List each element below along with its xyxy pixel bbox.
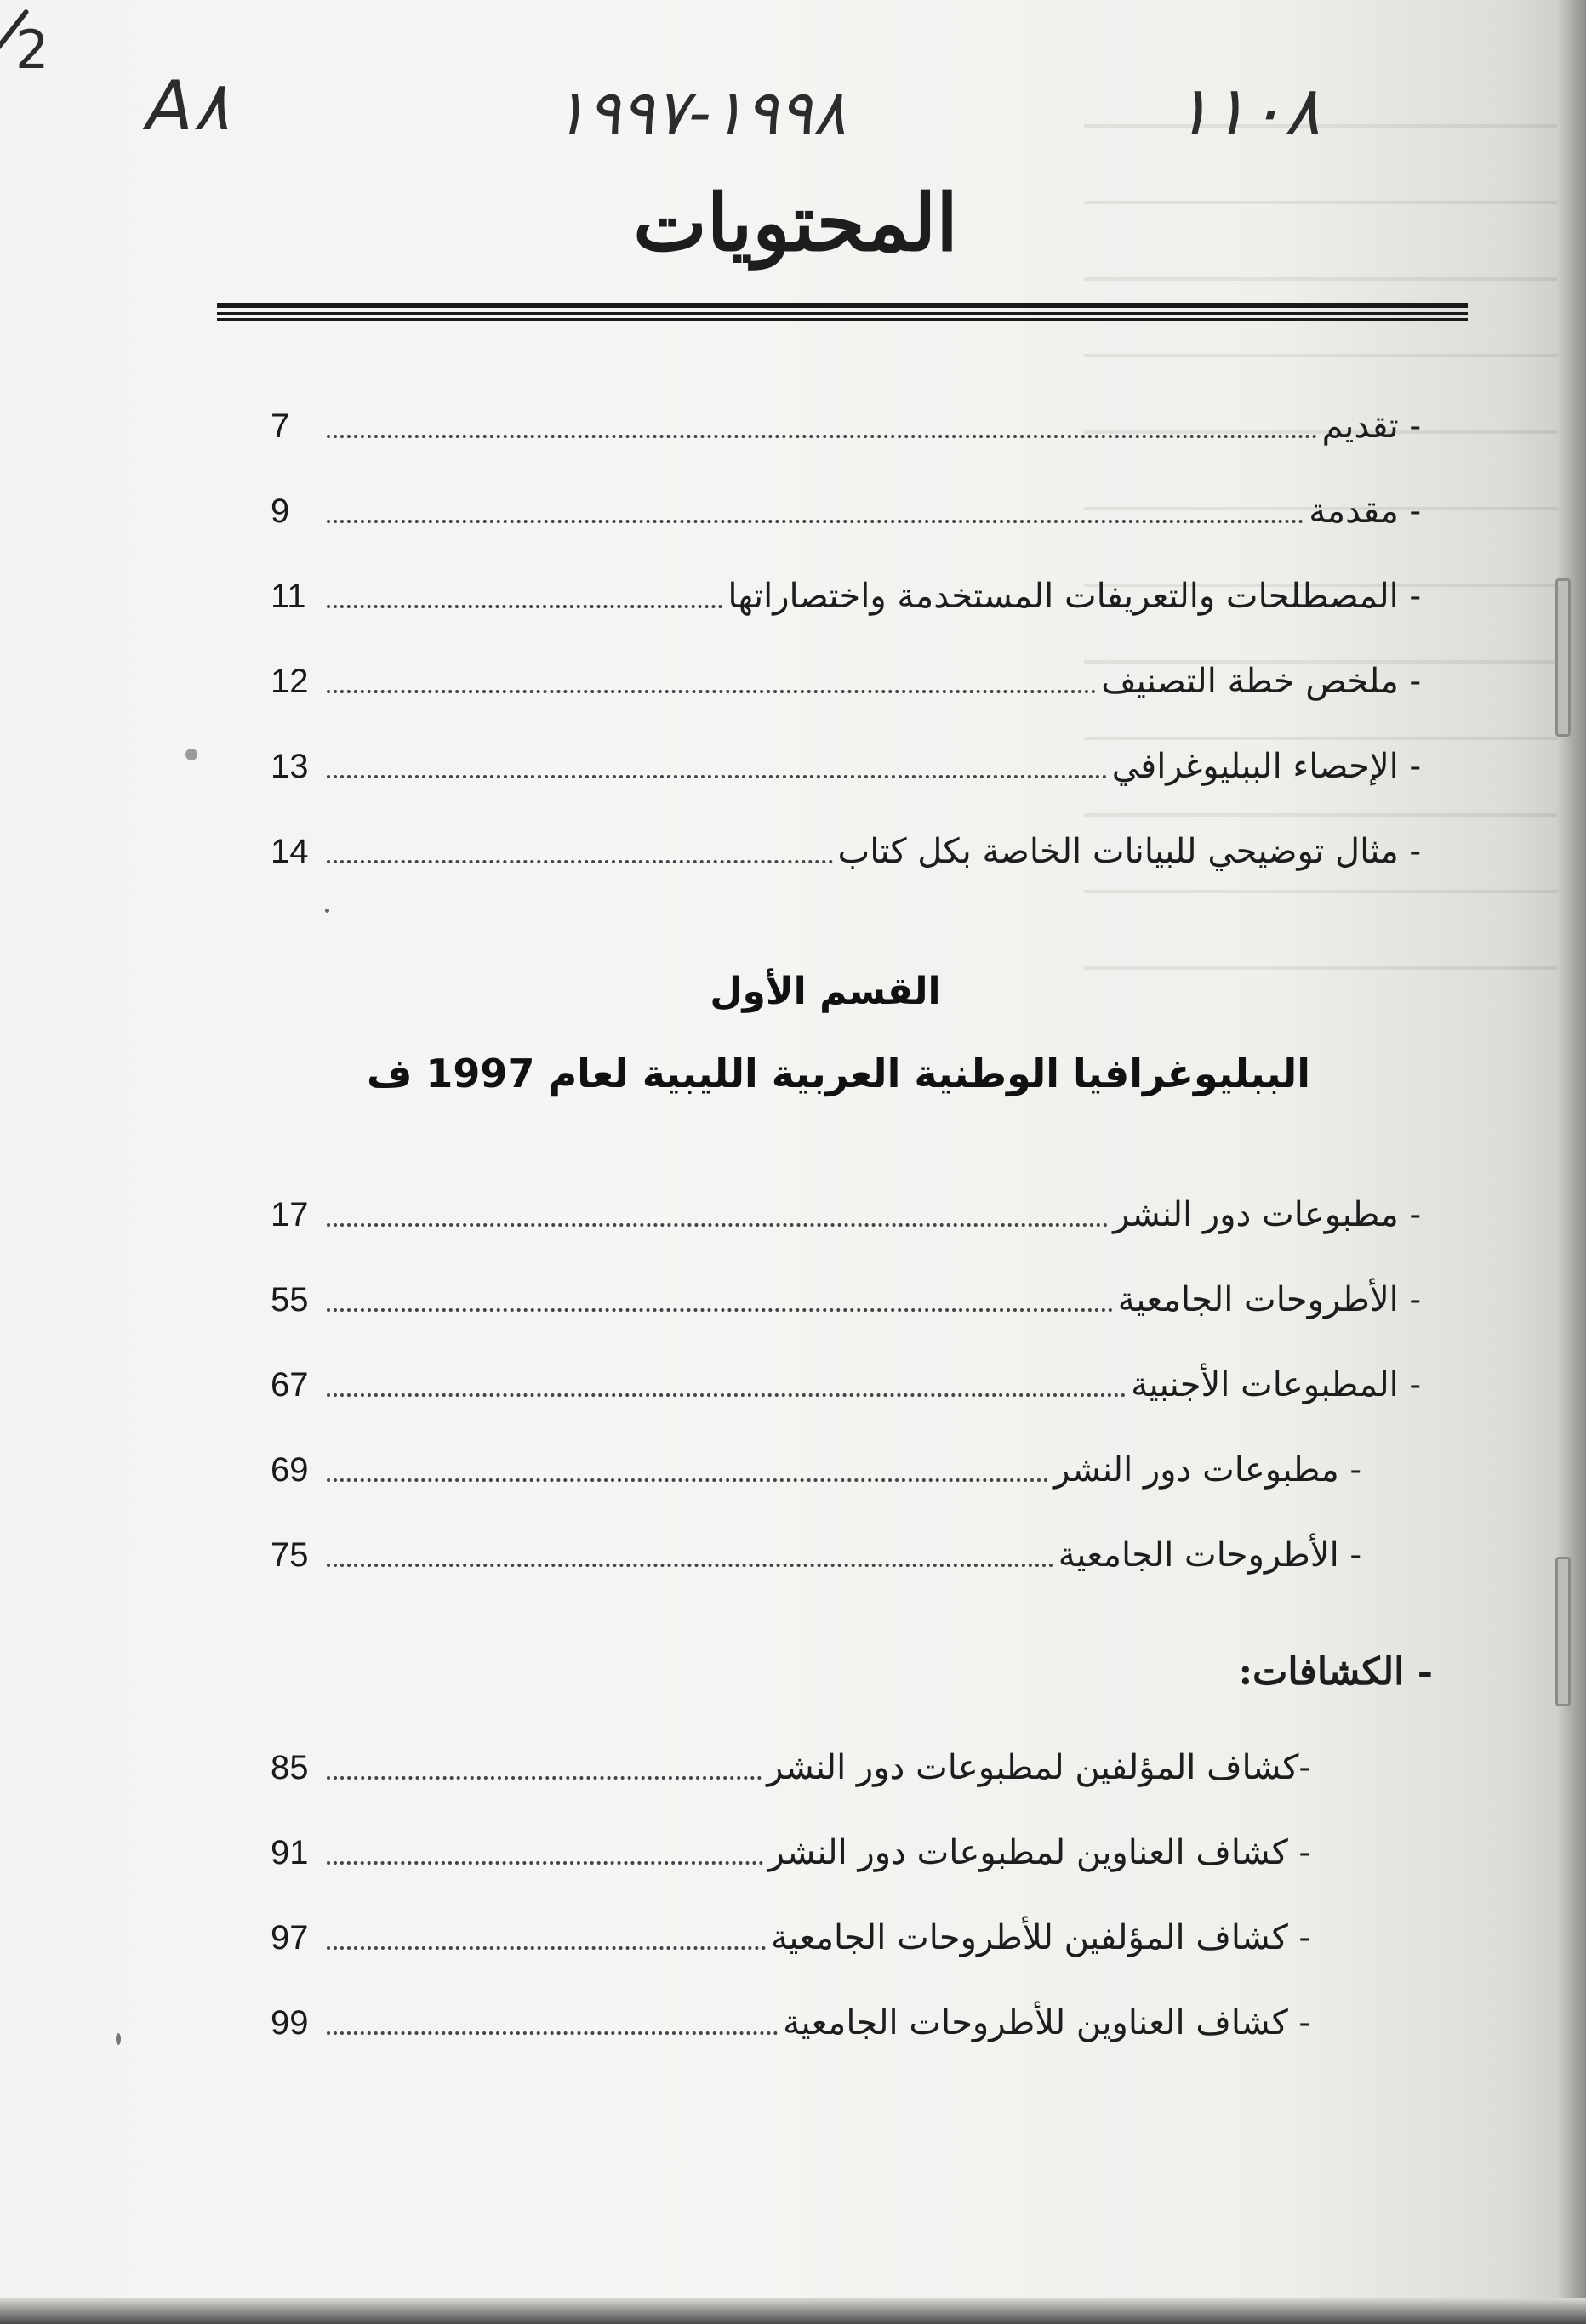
toc-subentry[interactable]	[271, 1995, 1310, 2046]
section-title: الببليوغرافيا الوطنية العربية الليبية لعام 1997 ف	[366, 1051, 1310, 1096]
toc-entry[interactable]	[271, 1272, 1421, 1323]
toc-entry[interactable]	[271, 1357, 1421, 1408]
toc-entry-label: - الأطروحات الجامعية	[1117, 1280, 1421, 1319]
toc-page-number: 12	[271, 663, 309, 700]
page-bottom-edge	[0, 2298, 1586, 2324]
toc-entry-label: - كشاف المؤلفين للأطروحات الجامعية	[770, 1918, 1310, 1957]
dot-leader	[327, 520, 1304, 523]
toc-entry[interactable]	[271, 568, 1421, 619]
toc-entry[interactable]	[271, 738, 1421, 789]
dot-leader	[327, 775, 1107, 778]
toc-entry-label: - ملخص خطة التصنيف	[1101, 662, 1421, 701]
section-label: القسم الأول	[710, 970, 941, 1013]
toc-page-number: 91	[271, 1834, 309, 1871]
toc-entry[interactable]	[271, 483, 1421, 534]
toc-page-number: 55	[271, 1281, 309, 1319]
toc-subentry[interactable]	[271, 1527, 1361, 1578]
toc-page-number: 75	[271, 1536, 309, 1574]
toc-entry-label: - الإحصاء الببليوغرافي	[1111, 747, 1421, 786]
dot-leader	[327, 1308, 1113, 1312]
indices-heading: - الكشافات:	[1238, 1650, 1433, 1694]
dot-leader	[327, 1223, 1108, 1227]
toc-entry-label: - الأطروحات الجامعية	[1058, 1535, 1361, 1575]
title-rule-thick	[217, 303, 1468, 308]
toc-subentry[interactable]	[271, 1910, 1310, 1961]
handwritten-number: ١١٠٨	[1174, 71, 1321, 151]
toc-entry-label: - مثال توضيحي للبيانات الخاصة بكل كتاب	[837, 832, 1421, 871]
toc-entry-label: - كشاف العناوين لمطبوعات دور النشر	[767, 1833, 1310, 1872]
toc-subentry[interactable]	[271, 1825, 1310, 1876]
handwritten-years: ١٩٩٨-١٩٩٧	[553, 77, 847, 150]
dot-leader	[327, 690, 1096, 693]
toc-entry[interactable]	[271, 398, 1421, 449]
title-rule-thin	[217, 312, 1468, 315]
toc-entry[interactable]	[271, 823, 1421, 874]
toc-page-number: 13	[271, 748, 309, 785]
toc-entry-label: - المطبوعات الأجنبية	[1131, 1365, 1421, 1404]
dot-leader	[327, 2031, 778, 2035]
toc-page-number: 14	[271, 833, 309, 870]
dot-leader	[327, 605, 722, 608]
speck	[116, 2033, 121, 2045]
toc-page-number: 67	[271, 1366, 309, 1404]
toc-page-number: 97	[271, 1919, 309, 1957]
toc-subentry[interactable]	[271, 1740, 1310, 1791]
toc-entry-label: - مقدمة	[1309, 492, 1421, 531]
speck	[185, 749, 197, 760]
toc-page-number: 69	[271, 1451, 309, 1489]
page-title: المحتويات	[633, 177, 958, 269]
toc-page-number: 7	[271, 407, 290, 445]
toc-entry[interactable]	[271, 653, 1421, 704]
speck	[325, 909, 329, 913]
toc-entry-label: - مطبوعات دور النشر	[1113, 1195, 1421, 1234]
toc-page-number: 99	[271, 2004, 309, 2042]
dot-leader	[327, 1564, 1053, 1567]
dot-leader	[327, 435, 1317, 438]
title-rule-thin	[217, 318, 1468, 321]
toc-page-number: 11	[271, 578, 306, 615]
toc-entry-label: - تقديم	[1321, 407, 1421, 446]
toc-entry-label: - كشاف العناوين للأطروحات الجامعية	[783, 2003, 1310, 2042]
toc-subentry[interactable]	[271, 1442, 1361, 1493]
toc-page-number: 85	[271, 1749, 309, 1786]
handwritten-letter: A٨	[146, 66, 230, 145]
dot-leader	[327, 1861, 763, 1865]
toc-page-number: 9	[271, 493, 290, 530]
toc-page-number: 17	[271, 1196, 309, 1233]
page-right-edge	[1557, 0, 1586, 2324]
dot-leader	[327, 860, 833, 863]
handwritten-mark: 2	[15, 19, 49, 81]
dot-leader	[327, 1776, 762, 1780]
dot-leader	[327, 1393, 1126, 1397]
toc-entry-label: - مطبوعات دور النشر	[1053, 1450, 1361, 1490]
toc-entry[interactable]	[271, 1187, 1421, 1238]
toc-entry-label: -كشاف المؤلفين لمطبوعات دور النشر	[767, 1748, 1310, 1787]
staple-bottom	[1555, 1557, 1571, 1706]
staple-top	[1555, 578, 1571, 737]
dot-leader	[327, 1478, 1048, 1482]
toc-entry-label: - المصطلحات والتعريفات المستخدمة واختصاراتها	[727, 577, 1421, 616]
dot-leader	[327, 1946, 766, 1950]
